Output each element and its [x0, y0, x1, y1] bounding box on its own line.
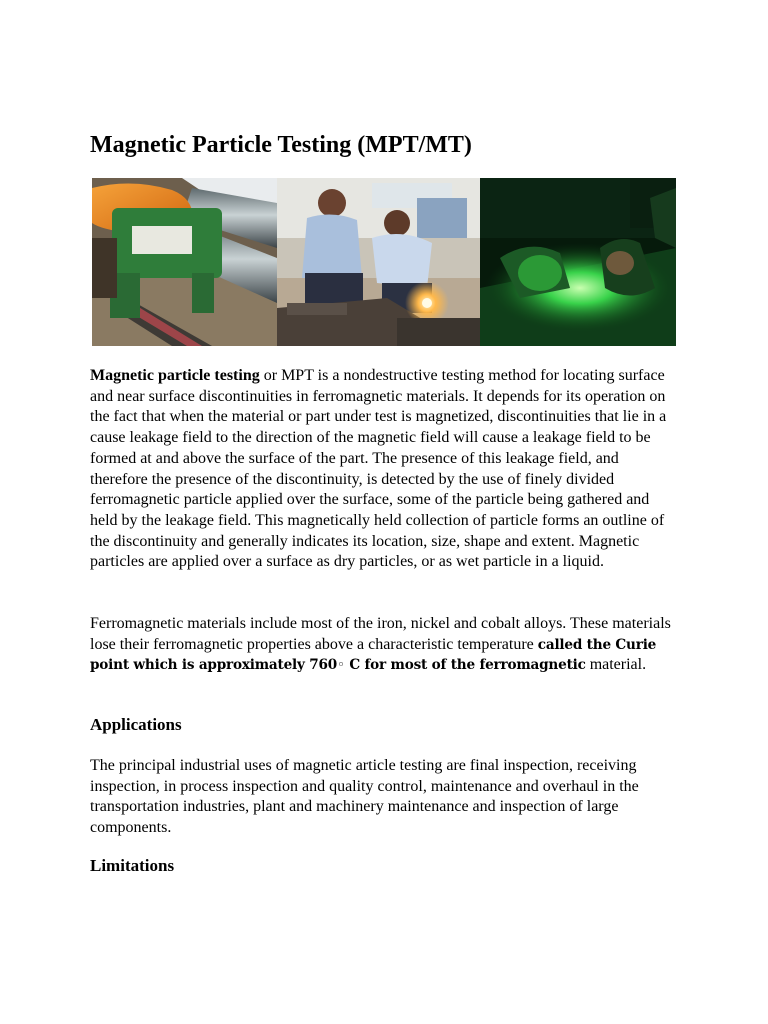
intro-text: or MPT is a nondestructive testing method for locating surface and near surface discontinuities in ferromagnetic materials. It depends for its operation on the fact that when the material or part under test is magnetized, discontinuities that lie in a cause leakage field to the direction of the magnetic field will cause a leakage field to be formed at and above the surface of the part. The presence of this leakage field, and therefore the presence of the discontinuity, is detected by the use of finely divided ferromagnetic particle applied over the surface, some of the particle being gathered and held by the leakage field. This magnetically held collection of particle forms an outline of the discontinuity and generally indicates its location, size, shape and extent. Magnetic particles are applied over a surface as dry particles, or as wet particle in a liquid. [90, 367, 667, 571]
intro-paragraph [90, 366, 680, 573]
applications-heading: Applications [90, 715, 182, 734]
technicians-welding-photo [277, 178, 480, 346]
ferromagnetic-text: Ferromagnetic materials include most of the iron, nickel and cobalt alloys. These materials lose their ferromagnetic properties above a characteristic temperature [90, 615, 671, 653]
yoke-inspection-photo [92, 178, 277, 346]
limitations-heading: Limitations [90, 856, 175, 875]
uv-fluorescent-inspection-photo [480, 178, 676, 346]
ferromagnetic-tail: material. [585, 656, 647, 674]
photo-strip [92, 178, 676, 346]
page-title: Magnetic Particle Testing (MPT/MT) [90, 132, 472, 158]
intro-lead: Magnetic particle testing [90, 367, 260, 384]
ferromagnetic-paragraph [90, 614, 680, 676]
applications-paragraph: The principal industrial uses of magnetic article testing are final inspection, receiving inspection, in process inspection and quality control, maintenance and overhaul in the transportation industries, plant and machinery maintenance and inspection of large components. [90, 757, 639, 837]
curie-point-text: called the Curie point which is approximately 760◦ C for most of the ferromagnetic [90, 636, 657, 674]
